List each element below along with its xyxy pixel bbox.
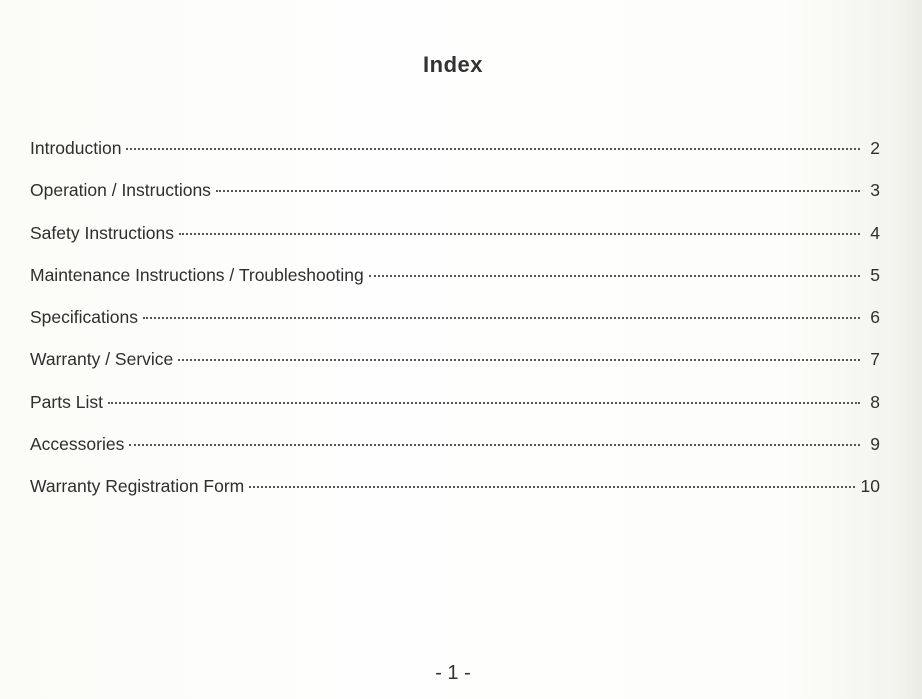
toc-entry-label: Operation / Instructions <box>30 180 211 201</box>
toc-entry-page: 8 <box>870 391 880 412</box>
toc-entry <box>30 138 880 180</box>
toc-entry-label: Introduction <box>30 138 122 158</box>
table-of-contents <box>30 138 880 519</box>
toc-entry-page: 2 <box>870 138 880 158</box>
toc-entry <box>30 223 880 265</box>
toc-entry-page: 7 <box>870 349 880 370</box>
dot-leader <box>249 486 854 488</box>
toc-entry-label: Maintenance Instructions / Troubleshooting <box>30 264 364 285</box>
toc-entry <box>30 180 880 222</box>
dot-leader <box>143 317 860 319</box>
toc-entry <box>30 265 880 307</box>
toc-entry <box>30 307 880 349</box>
toc-entry-label: Safety Instructions <box>30 222 174 243</box>
toc-entry-page: 6 <box>870 307 880 328</box>
dot-leader <box>129 444 860 446</box>
toc-entry <box>30 476 880 518</box>
toc-entry <box>30 349 880 391</box>
page-title: Index <box>423 52 483 77</box>
toc-entry-label: Warranty / Service <box>30 349 174 370</box>
dot-leader <box>108 402 860 404</box>
toc-entry-label: Parts List <box>30 391 103 412</box>
toc-entry-page: 9 <box>870 434 880 455</box>
toc-entry-label: Warranty Registration Form <box>30 476 245 497</box>
dot-leader <box>178 359 860 361</box>
toc-entry <box>30 434 880 476</box>
toc-entry-label: Accessories <box>30 434 125 455</box>
toc-entry-page: 5 <box>870 264 880 285</box>
toc-entry-page: 3 <box>870 180 880 201</box>
toc-entry <box>30 392 880 434</box>
dot-leader <box>126 148 860 150</box>
dot-leader <box>369 275 860 277</box>
dot-leader <box>216 190 860 192</box>
toc-entry-label: Specifications <box>30 307 138 328</box>
toc-entry-page: 10 <box>860 476 880 497</box>
toc-entry-page: 4 <box>870 222 880 243</box>
dot-leader <box>179 233 860 235</box>
page-number: - 1 - <box>435 662 471 684</box>
